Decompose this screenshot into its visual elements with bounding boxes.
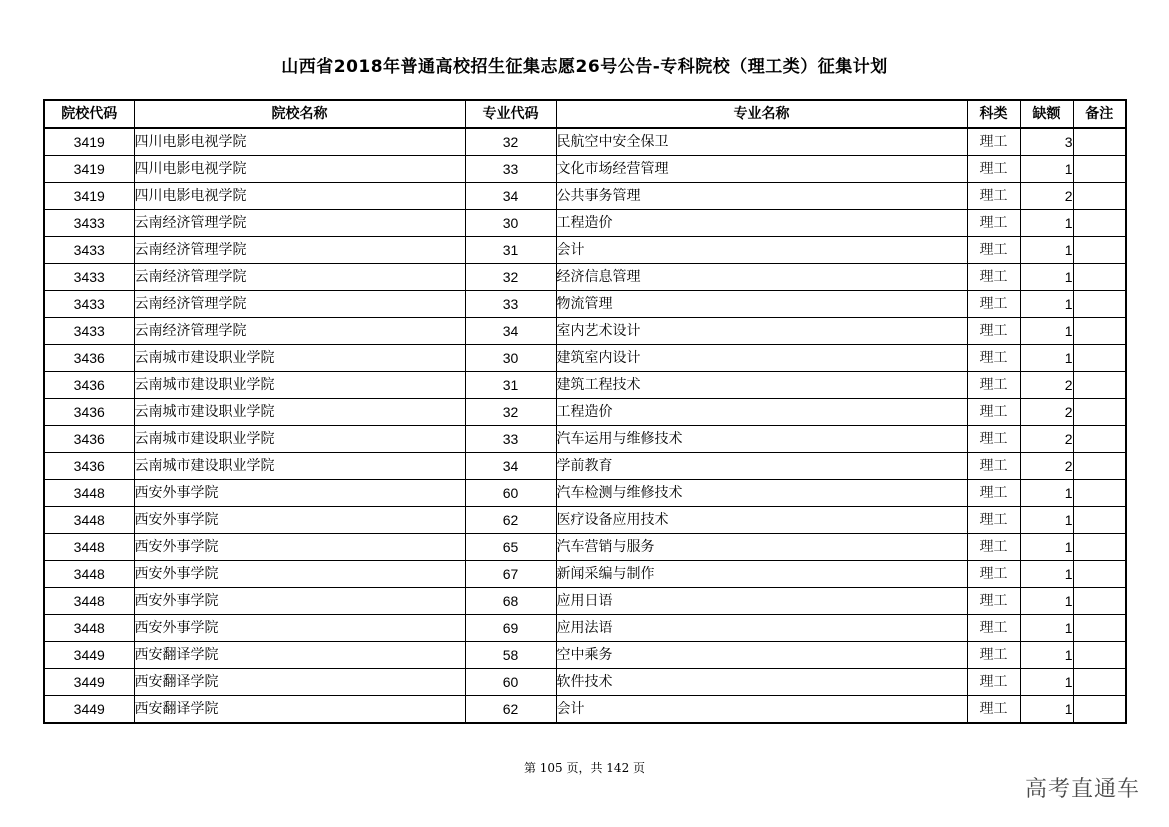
table-row xyxy=(44,264,1126,291)
cell-major-code: 34 xyxy=(465,183,556,210)
cell-school-code: 3419 xyxy=(44,183,134,210)
cell-school-name: 云南城市建设职业学院 xyxy=(134,453,465,480)
cell-notes xyxy=(1073,669,1126,696)
page-footer: 第 105 页，共 142 页 xyxy=(523,761,646,775)
cell-school-name: 西安翻译学院 xyxy=(134,696,465,724)
cell-major-name: 工程造价 xyxy=(556,210,967,237)
cell-school-name: 云南城市建设职业学院 xyxy=(134,345,465,372)
table-row xyxy=(44,588,1126,615)
cell-notes xyxy=(1073,372,1126,399)
cell-quota: 1 xyxy=(1020,156,1073,183)
cell-school-code: 3433 xyxy=(44,210,134,237)
cell-school-code: 3449 xyxy=(44,642,134,669)
cell-notes xyxy=(1073,183,1126,210)
cell-school-code: 3448 xyxy=(44,615,134,642)
header-school-name: 院校名称 xyxy=(134,100,465,128)
cell-school-name: 云南经济管理学院 xyxy=(134,237,465,264)
enrollment-plan-table xyxy=(43,99,1127,724)
cell-school-name: 西安外事学院 xyxy=(134,615,465,642)
cell-major-name: 室内艺术设计 xyxy=(556,318,967,345)
table-body xyxy=(44,128,1126,723)
cell-school-code: 3448 xyxy=(44,534,134,561)
table-row xyxy=(44,642,1126,669)
cell-major-name: 学前教育 xyxy=(556,453,967,480)
table-header-row xyxy=(44,100,1126,128)
cell-major-name: 公共事务管理 xyxy=(556,183,967,210)
cell-category: 理工 xyxy=(967,480,1020,507)
cell-notes xyxy=(1073,615,1126,642)
cell-major-code: 69 xyxy=(465,615,556,642)
table-row xyxy=(44,183,1126,210)
cell-category: 理工 xyxy=(967,507,1020,534)
table-row xyxy=(44,128,1126,156)
cell-category: 理工 xyxy=(967,183,1020,210)
cell-major-code: 32 xyxy=(465,264,556,291)
cell-major-name: 文化市场经营管理 xyxy=(556,156,967,183)
cell-quota: 1 xyxy=(1020,210,1073,237)
cell-category: 理工 xyxy=(967,291,1020,318)
cell-category: 理工 xyxy=(967,156,1020,183)
cell-major-code: 67 xyxy=(465,561,556,588)
cell-category: 理工 xyxy=(967,615,1020,642)
cell-school-name: 四川电影电视学院 xyxy=(134,183,465,210)
cell-school-name: 四川电影电视学院 xyxy=(134,128,465,156)
cell-major-code: 68 xyxy=(465,588,556,615)
cell-notes xyxy=(1073,399,1126,426)
cell-school-name: 云南经济管理学院 xyxy=(134,318,465,345)
cell-major-code: 32 xyxy=(465,399,556,426)
cell-quota: 1 xyxy=(1020,318,1073,345)
cell-major-code: 60 xyxy=(465,480,556,507)
cell-quota: 1 xyxy=(1020,345,1073,372)
cell-school-code: 3436 xyxy=(44,453,134,480)
table-row xyxy=(44,507,1126,534)
table-row xyxy=(44,561,1126,588)
cell-major-name: 建筑工程技术 xyxy=(556,372,967,399)
cell-quota: 1 xyxy=(1020,696,1073,724)
cell-major-name: 汽车检测与维修技术 xyxy=(556,480,967,507)
cell-quota: 2 xyxy=(1020,372,1073,399)
cell-school-name: 西安翻译学院 xyxy=(134,669,465,696)
cell-quota: 1 xyxy=(1020,480,1073,507)
cell-notes xyxy=(1073,696,1126,724)
cell-school-code: 3419 xyxy=(44,156,134,183)
cell-category: 理工 xyxy=(967,345,1020,372)
cell-notes xyxy=(1073,507,1126,534)
cell-category: 理工 xyxy=(967,669,1020,696)
cell-school-name: 西安翻译学院 xyxy=(134,642,465,669)
header-major-code: 专业代码 xyxy=(465,100,556,128)
cell-category: 理工 xyxy=(967,453,1020,480)
table-row xyxy=(44,426,1126,453)
cell-school-code: 3448 xyxy=(44,588,134,615)
cell-school-code: 3436 xyxy=(44,345,134,372)
cell-school-name: 云南城市建设职业学院 xyxy=(134,372,465,399)
cell-school-code: 3433 xyxy=(44,237,134,264)
cell-category: 理工 xyxy=(967,237,1020,264)
cell-school-code: 3449 xyxy=(44,669,134,696)
cell-major-code: 60 xyxy=(465,669,556,696)
header-category: 科类 xyxy=(967,100,1020,128)
table-row xyxy=(44,534,1126,561)
header-major-name: 专业名称 xyxy=(556,100,967,128)
cell-school-code: 3419 xyxy=(44,128,134,156)
cell-category: 理工 xyxy=(967,399,1020,426)
cell-notes xyxy=(1073,210,1126,237)
cell-category: 理工 xyxy=(967,128,1020,156)
cell-notes xyxy=(1073,561,1126,588)
table-row xyxy=(44,291,1126,318)
cell-major-name: 应用日语 xyxy=(556,588,967,615)
cell-major-code: 62 xyxy=(465,507,556,534)
cell-major-code: 31 xyxy=(465,372,556,399)
header-notes: 备注 xyxy=(1073,100,1126,128)
cell-quota: 2 xyxy=(1020,183,1073,210)
cell-major-code: 58 xyxy=(465,642,556,669)
table-row xyxy=(44,453,1126,480)
cell-major-name: 汽车运用与维修技术 xyxy=(556,426,967,453)
cell-major-code: 31 xyxy=(465,237,556,264)
cell-quota: 2 xyxy=(1020,426,1073,453)
cell-major-name: 医疗设备应用技术 xyxy=(556,507,967,534)
cell-quota: 1 xyxy=(1020,507,1073,534)
table-row xyxy=(44,615,1126,642)
cell-major-code: 30 xyxy=(465,345,556,372)
cell-notes xyxy=(1073,128,1126,156)
cell-quota: 2 xyxy=(1020,399,1073,426)
cell-school-code: 3433 xyxy=(44,291,134,318)
cell-quota: 3 xyxy=(1020,128,1073,156)
cell-major-code: 30 xyxy=(465,210,556,237)
cell-quota: 1 xyxy=(1020,669,1073,696)
cell-quota: 1 xyxy=(1020,264,1073,291)
cell-major-name: 物流管理 xyxy=(556,291,967,318)
cell-quota: 1 xyxy=(1020,534,1073,561)
cell-major-name: 经济信息管理 xyxy=(556,264,967,291)
cell-quota: 1 xyxy=(1020,237,1073,264)
cell-major-code: 62 xyxy=(465,696,556,724)
cell-school-name: 云南经济管理学院 xyxy=(134,264,465,291)
cell-category: 理工 xyxy=(967,318,1020,345)
cell-school-code: 3436 xyxy=(44,399,134,426)
cell-school-code: 3448 xyxy=(44,480,134,507)
table-row xyxy=(44,399,1126,426)
cell-quota: 1 xyxy=(1020,615,1073,642)
cell-notes xyxy=(1073,480,1126,507)
cell-school-code: 3449 xyxy=(44,696,134,724)
cell-school-name: 云南经济管理学院 xyxy=(134,291,465,318)
cell-notes xyxy=(1073,588,1126,615)
table-row xyxy=(44,210,1126,237)
cell-notes xyxy=(1073,453,1126,480)
cell-category: 理工 xyxy=(967,426,1020,453)
cell-major-name: 民航空中安全保卫 xyxy=(556,128,967,156)
cell-notes xyxy=(1073,642,1126,669)
cell-quota: 1 xyxy=(1020,588,1073,615)
table-row xyxy=(44,669,1126,696)
cell-major-name: 空中乘务 xyxy=(556,642,967,669)
table-row xyxy=(44,318,1126,345)
cell-notes xyxy=(1073,318,1126,345)
table-row xyxy=(44,480,1126,507)
cell-quota: 2 xyxy=(1020,453,1073,480)
cell-school-name: 四川电影电视学院 xyxy=(134,156,465,183)
cell-school-code: 3448 xyxy=(44,507,134,534)
cell-notes xyxy=(1073,156,1126,183)
cell-category: 理工 xyxy=(967,696,1020,724)
cell-school-name: 云南城市建设职业学院 xyxy=(134,399,465,426)
cell-notes xyxy=(1073,426,1126,453)
cell-major-name: 工程造价 xyxy=(556,399,967,426)
cell-school-name: 西安外事学院 xyxy=(134,507,465,534)
cell-major-name: 会计 xyxy=(556,237,967,264)
table-row xyxy=(44,345,1126,372)
table-row xyxy=(44,372,1126,399)
cell-major-name: 新闻采编与制作 xyxy=(556,561,967,588)
cell-major-code: 32 xyxy=(465,128,556,156)
cell-school-code: 3433 xyxy=(44,264,134,291)
cell-major-name: 软件技术 xyxy=(556,669,967,696)
cell-category: 理工 xyxy=(967,210,1020,237)
cell-major-name: 汽车营销与服务 xyxy=(556,534,967,561)
cell-school-name: 西安外事学院 xyxy=(134,561,465,588)
table-row xyxy=(44,156,1126,183)
document-title: 山西省2018年普通高校招生征集志愿26号公告-专科院校（理工类）征集计划 xyxy=(281,57,888,77)
cell-major-name: 会计 xyxy=(556,696,967,724)
cell-notes xyxy=(1073,237,1126,264)
cell-school-name: 云南经济管理学院 xyxy=(134,210,465,237)
cell-school-name: 西安外事学院 xyxy=(134,480,465,507)
cell-quota: 1 xyxy=(1020,642,1073,669)
cell-major-code: 65 xyxy=(465,534,556,561)
cell-school-code: 3436 xyxy=(44,372,134,399)
cell-major-code: 34 xyxy=(465,318,556,345)
cell-school-code: 3436 xyxy=(44,426,134,453)
cell-category: 理工 xyxy=(967,264,1020,291)
cell-notes xyxy=(1073,291,1126,318)
header-quota: 缺额 xyxy=(1020,100,1073,128)
cell-major-code: 34 xyxy=(465,453,556,480)
table-row xyxy=(44,237,1126,264)
cell-major-code: 33 xyxy=(465,156,556,183)
cell-notes xyxy=(1073,534,1126,561)
cell-category: 理工 xyxy=(967,372,1020,399)
cell-category: 理工 xyxy=(967,642,1020,669)
cell-category: 理工 xyxy=(967,561,1020,588)
cell-school-code: 3433 xyxy=(44,318,134,345)
cell-school-name: 西安外事学院 xyxy=(134,534,465,561)
watermark: 高考直通车 xyxy=(1024,777,1140,802)
cell-quota: 1 xyxy=(1020,561,1073,588)
cell-major-name: 应用法语 xyxy=(556,615,967,642)
header-school-code: 院校代码 xyxy=(44,100,134,128)
cell-category: 理工 xyxy=(967,534,1020,561)
cell-major-code: 33 xyxy=(465,291,556,318)
cell-category: 理工 xyxy=(967,588,1020,615)
cell-school-name: 云南城市建设职业学院 xyxy=(134,426,465,453)
cell-school-name: 西安外事学院 xyxy=(134,588,465,615)
cell-major-name: 建筑室内设计 xyxy=(556,345,967,372)
table-row xyxy=(44,696,1126,724)
cell-major-code: 33 xyxy=(465,426,556,453)
cell-notes xyxy=(1073,264,1126,291)
cell-school-code: 3448 xyxy=(44,561,134,588)
cell-notes xyxy=(1073,345,1126,372)
cell-quota: 1 xyxy=(1020,291,1073,318)
